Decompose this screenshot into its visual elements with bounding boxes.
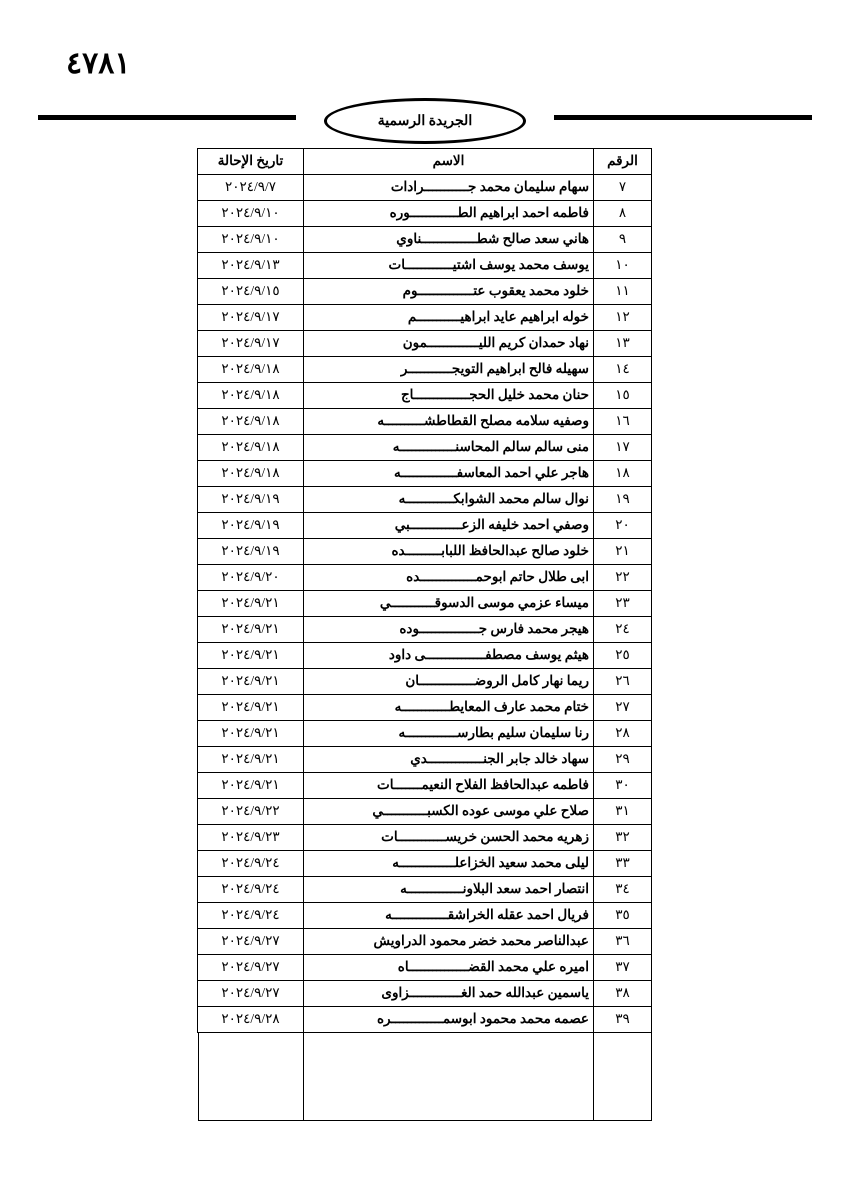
header-rule-left [38, 115, 296, 120]
name-text: فاطمه احمد ابراهيم الط [457, 205, 589, 221]
cell-referral-date: ٢٠٢٤/٩/٢١ [198, 695, 304, 721]
cell-number: ٣٠ [594, 773, 652, 799]
name-tail: ــده [391, 543, 414, 559]
cell-referral-date: ٢٠٢٤/٩/١٨ [198, 409, 304, 435]
table-row [198, 877, 652, 903]
cell-name [304, 1007, 594, 1033]
name-text: منى سالم سالم المحاسن [455, 439, 589, 455]
name-tail: ــاه [397, 959, 417, 975]
table-row [198, 721, 652, 747]
table-row [198, 435, 652, 461]
table-row [198, 981, 652, 1007]
name-text: نهاد حمدان كريم اللي [478, 335, 589, 351]
name-text: ابى طلال حاتم ابوحم [475, 569, 589, 585]
cell-name [304, 695, 594, 721]
table-row [198, 357, 652, 383]
cell-number: ١٤ [594, 357, 652, 383]
table-row [198, 253, 652, 279]
name-tail: ــات [381, 829, 406, 845]
cell-referral-date: ٢٠٢٤/٩/٢٨ [198, 1007, 304, 1033]
name-tail: ــه [392, 855, 408, 871]
cell-number: ٣٣ [594, 851, 652, 877]
name-tail: ـمون [402, 335, 432, 351]
name-text: وصفي احمد خليفه الزع [461, 517, 589, 533]
cell-number: ٢٦ [594, 669, 652, 695]
cell-referral-date: ٢٠٢٤/٩/١٩ [198, 487, 304, 513]
cell-name [304, 903, 594, 929]
name-tail: ـناوي [396, 231, 426, 247]
cell-number: ١٩ [594, 487, 652, 513]
name-filler: ـــــــــ [399, 595, 435, 611]
cell-referral-date: ٢٠٢٤/٩/١٨ [198, 357, 304, 383]
cell-name [304, 461, 594, 487]
name-filler: ـــــــــــ [413, 725, 458, 741]
table-row [198, 669, 652, 695]
cell-name [304, 409, 594, 435]
name-filler: ــــــــــــ [407, 439, 456, 455]
table-row [198, 851, 652, 877]
name-text: خلود محمد يعقوب عت [473, 283, 589, 299]
name-tail: ــاج [400, 387, 422, 403]
cell-number: ٣٢ [594, 825, 652, 851]
page-header [38, 98, 812, 138]
name-filler: ـــــــــــــ [427, 621, 479, 637]
name-filler: ـــــــــــــ [416, 959, 469, 975]
table-row [198, 903, 652, 929]
name-filler: ـــــــــــ [417, 985, 462, 1001]
table-row [198, 929, 652, 955]
cell-number: ٣٧ [594, 955, 652, 981]
cell-number: ٨ [594, 201, 652, 227]
cell-referral-date: ٢٠٢٤/٩/٢٢ [198, 799, 304, 825]
table-row [198, 955, 652, 981]
table-row [198, 1007, 652, 1033]
cell-name [304, 331, 594, 357]
name-text: ختام محمد عارف المعايط [449, 699, 589, 715]
cell-number: ٣٥ [594, 903, 652, 929]
cell-number: ٩ [594, 227, 652, 253]
table-row [198, 591, 652, 617]
cell-name [304, 513, 594, 539]
name-text: فريال احمد عقله الخراشق [447, 907, 589, 923]
name-filler: ـــــــــ [424, 309, 461, 325]
name-tail: رادات [390, 179, 425, 195]
name-text: رنا سليمان سليم بطارس [457, 725, 589, 741]
cell-number: ٢١ [594, 539, 652, 565]
name-filler: ــــــــــ [409, 699, 450, 715]
cell-name [304, 175, 594, 201]
name-filler: ـــــــــــــ [433, 647, 486, 663]
name-text: سهام سليمان محمد ج [468, 179, 589, 195]
name-text: عصمه محمد محمود ابوسم [442, 1011, 589, 1027]
table-row [198, 643, 652, 669]
cell-name [304, 357, 594, 383]
name-filler: ــــــــــــ [435, 751, 484, 767]
name-text: ليلى محمد سعيد الخزاعل [454, 855, 589, 871]
cell-name [304, 955, 594, 981]
table-row [198, 175, 652, 201]
cell-name [304, 591, 594, 617]
cell-referral-date: ٢٠٢٤/٩/٢١ [198, 617, 304, 643]
cell-name [304, 851, 594, 877]
name-filler: ــــــــــــ [425, 283, 474, 299]
cell-name [304, 253, 594, 279]
name-tail: ــوره [389, 205, 419, 221]
name-text: سهيله فالح ابراهيم التويج [451, 361, 589, 377]
name-filler: ـــــــ [413, 543, 442, 559]
name-text: خلود صالح عبدالحافظ اللباب [441, 543, 589, 559]
name-filler: ــــــــــــ [407, 855, 455, 871]
name-text: زهريه محمد الحسن خريس [445, 829, 589, 845]
cell-number: ٢٨ [594, 721, 652, 747]
name-filler: ـــــ [401, 777, 422, 793]
name-tail: ــات [377, 777, 402, 793]
name-tail: ــدي [410, 751, 436, 767]
roster-table-body [198, 175, 652, 1033]
name-tail: ــبي [394, 517, 418, 533]
cell-referral-date: ٢٠٢٤/٩/٢٧ [198, 981, 304, 1007]
cell-number: ٣٨ [594, 981, 652, 1007]
cell-referral-date: ٢٠٢٤/٩/٢١ [198, 669, 304, 695]
name-filler: ــــــــــــ [421, 387, 470, 403]
name-filler: ــــــــــــ [409, 465, 457, 481]
cell-number: ٧ [594, 175, 652, 201]
table-row [198, 383, 652, 409]
header-title-text: الجريدة الرسمية [377, 113, 473, 129]
name-filler: ــــــــــ [405, 829, 446, 845]
table-row [198, 409, 652, 435]
cell-referral-date: ٢٠٢٤/٩/٢١ [198, 643, 304, 669]
cell-referral-date: ٢٠٢٤/٩/١٨ [198, 461, 304, 487]
cell-number: ٢٣ [594, 591, 652, 617]
roster-table [197, 148, 652, 1033]
name-tail: ــى داود [388, 647, 434, 663]
name-tail: ـــر [400, 361, 421, 377]
table-row [198, 617, 652, 643]
cell-name [304, 305, 594, 331]
name-filler: ـــــــــــ [424, 179, 468, 195]
cell-referral-date: ٢٠٢٤/٩/٧ [198, 175, 304, 201]
name-tail: ـــات [388, 257, 418, 273]
cell-referral-date: ٢٠٢٤/٩/٢٤ [198, 877, 304, 903]
cell-name [304, 383, 594, 409]
name-filler: ـــــــــ [391, 803, 428, 819]
name-tail: ــي [372, 803, 392, 819]
name-tail: ــه [385, 907, 401, 923]
cell-number: ٢٩ [594, 747, 652, 773]
cell-referral-date: ٢٠٢٤/٩/١٥ [198, 279, 304, 305]
cell-referral-date: ٢٠٢٤/٩/٢١ [198, 721, 304, 747]
cell-number: ٢٠ [594, 513, 652, 539]
cell-number: ١٨ [594, 461, 652, 487]
page-number-value: ٤٧٨١ [66, 47, 131, 80]
cell-referral-date: ٢٠٢٤/٩/٢٠ [198, 565, 304, 591]
name-filler: ـــــــــــــ [425, 231, 477, 247]
name-text: ريما نهار كامل الروض [474, 673, 589, 689]
cell-name [304, 227, 594, 253]
table-row [198, 747, 652, 773]
cell-referral-date: ٢٠٢٤/٩/٢١ [198, 773, 304, 799]
table-row [198, 565, 652, 591]
name-text: هاجر علي احمد المعاسف [456, 465, 589, 481]
cell-name [304, 773, 594, 799]
name-filler: ــــــــــــ [427, 673, 475, 689]
cell-number: ١٥ [594, 383, 652, 409]
cell-number: ٣٤ [594, 877, 652, 903]
cell-referral-date: ٢٠٢٤/٩/١٠ [198, 201, 304, 227]
name-text: صلاح علي موسى عوده الكسب [427, 803, 589, 819]
cell-number: ٣٩ [594, 1007, 652, 1033]
cell-name [304, 643, 594, 669]
cell-referral-date: ٢٠٢٤/٩/٢٣ [198, 825, 304, 851]
name-tail: ــه [392, 439, 408, 455]
name-text: انتصار احمد سعد البلاون [462, 881, 589, 897]
table-row [198, 799, 652, 825]
name-filler: ـــــــــــ [399, 1011, 443, 1027]
name-tail: ــده [406, 569, 429, 585]
name-filler: ــــــــ [392, 413, 425, 429]
name-tail: ــه [398, 491, 414, 507]
name-tail: ــه [398, 725, 414, 741]
table-row [198, 695, 652, 721]
cell-name [304, 487, 594, 513]
cell-referral-date: ٢٠٢٤/٩/١٧ [198, 331, 304, 357]
cell-name [304, 929, 594, 955]
cell-referral-date: ٢٠٢٤/٩/٢٧ [198, 955, 304, 981]
table-row [198, 825, 652, 851]
cell-number: ١٢ [594, 305, 652, 331]
cell-name [304, 877, 594, 903]
cell-name [304, 539, 594, 565]
cell-name [304, 981, 594, 1007]
name-text: نوال سالم محمد الشوابك [453, 491, 589, 507]
name-filler: ــــــــــــ [431, 335, 479, 351]
name-tail: ــه [394, 465, 410, 481]
table-row [198, 227, 652, 253]
table-row [198, 539, 652, 565]
name-tail: ــان [405, 673, 428, 689]
table-header-row [198, 149, 652, 175]
table-empty-tail [198, 1033, 652, 1121]
cell-number: ١٦ [594, 409, 652, 435]
cell-referral-date: ٢٠٢٤/٩/١٣ [198, 253, 304, 279]
cell-number: ١٣ [594, 331, 652, 357]
name-text: يوسف محمد يوسف اشتي [452, 257, 589, 273]
name-filler: ــــــــ [420, 361, 452, 377]
cell-number: ٣٦ [594, 929, 652, 955]
name-tail: ــره [376, 1011, 400, 1027]
column-header-name: الاسم [304, 149, 594, 175]
cell-number: ٢٢ [594, 565, 652, 591]
cell-name [304, 435, 594, 461]
cell-number: ١٠ [594, 253, 652, 279]
tail-cell-number [593, 1033, 651, 1120]
name-text: وصفيه سلامه مصلح القطاطش [424, 413, 589, 429]
cell-name [304, 721, 594, 747]
cell-number: ١٧ [594, 435, 652, 461]
table-row [198, 279, 652, 305]
name-text: هيجر محمد فارس ج [478, 621, 589, 637]
cell-referral-date: ٢٠٢٤/٩/١٩ [198, 539, 304, 565]
column-header-date: تاريخ الإحالة [198, 149, 304, 175]
cell-name [304, 565, 594, 591]
cell-name [304, 201, 594, 227]
cell-name [304, 279, 594, 305]
name-tail: ــه [400, 881, 416, 897]
name-filler: ــــــــــ [413, 491, 454, 507]
table-row [198, 305, 652, 331]
cell-name [304, 669, 594, 695]
name-text: ياسمين عبدالله حمد الغ [461, 985, 589, 1001]
name-text: ميساء عزمي موسى الدسوق [434, 595, 589, 611]
cell-referral-date: ٢٠٢٤/٩/١٠ [198, 227, 304, 253]
name-text: هيثم يوسف مصطف [485, 647, 589, 663]
cell-name [304, 617, 594, 643]
cell-referral-date: ٢٠٢٤/٩/١٨ [198, 435, 304, 461]
cell-number: ٢٤ [594, 617, 652, 643]
cell-referral-date: ٢٠٢٤/٩/٢٤ [198, 851, 304, 877]
name-text: هاني سعد صالح شط [476, 231, 589, 247]
name-filler: ــــــــــــ [400, 907, 448, 923]
name-text: اميره علي محمد القض [468, 959, 589, 975]
page-number [0, 46, 810, 81]
roster-table-wrapper [198, 148, 652, 1121]
table-row [198, 773, 652, 799]
header-title-oval [324, 98, 526, 144]
name-tail: ــزاوى [381, 985, 418, 1001]
cell-number: ٢٥ [594, 643, 652, 669]
cell-referral-date: ٢٠٢٤/٩/٢٧ [198, 929, 304, 955]
cell-name [304, 825, 594, 851]
tail-cell-name [303, 1033, 593, 1120]
cell-number: ٢٧ [594, 695, 652, 721]
cell-referral-date: ٢٠٢٤/٩/٢١ [198, 591, 304, 617]
name-tail: ــي [379, 595, 399, 611]
name-tail: ــه [377, 413, 393, 429]
cell-number: ١١ [594, 279, 652, 305]
table-row [198, 487, 652, 513]
table-row [198, 201, 652, 227]
name-filler: ـــــــــــ [417, 517, 462, 533]
name-tail: ــم [407, 309, 425, 325]
name-tail: ــه [394, 699, 410, 715]
cell-referral-date: ٢٠٢٤/٩/١٧ [198, 305, 304, 331]
table-row [198, 331, 652, 357]
column-header-number: الرقم [594, 149, 652, 175]
name-text: حنان محمد خليل الحج [469, 387, 589, 403]
name-tail: ــوده [399, 621, 428, 637]
cell-referral-date: ٢٠٢٤/٩/٢١ [198, 747, 304, 773]
cell-referral-date: ٢٠٢٤/٩/٢٤ [198, 903, 304, 929]
cell-referral-date: ٢٠٢٤/٩/١٩ [198, 513, 304, 539]
name-tail: ــوم [402, 283, 426, 299]
tail-cell-date [199, 1033, 303, 1120]
name-filler: ـــــــــ [417, 257, 453, 273]
table-row [198, 461, 652, 487]
cell-referral-date: ٢٠٢٤/٩/١٨ [198, 383, 304, 409]
cell-name [304, 747, 594, 773]
name-text: خوله ابراهيم عايد ابراهي [460, 309, 589, 325]
name-filler: ــــــــــ [418, 205, 458, 221]
table-row [198, 513, 652, 539]
cell-name [304, 799, 594, 825]
name-filler: ــــــــــــ [428, 569, 476, 585]
name-text: عبدالناصر محمد خضر محمود الدراويش [373, 933, 589, 949]
header-rule-right [554, 115, 812, 120]
name-text: سهاد خالد جابر الجن [483, 751, 589, 767]
name-filler: ــــــــــــ [415, 881, 463, 897]
name-text: فاطمه عبدالحافظ الفلاح النعيم [421, 777, 589, 793]
cell-number: ٣١ [594, 799, 652, 825]
